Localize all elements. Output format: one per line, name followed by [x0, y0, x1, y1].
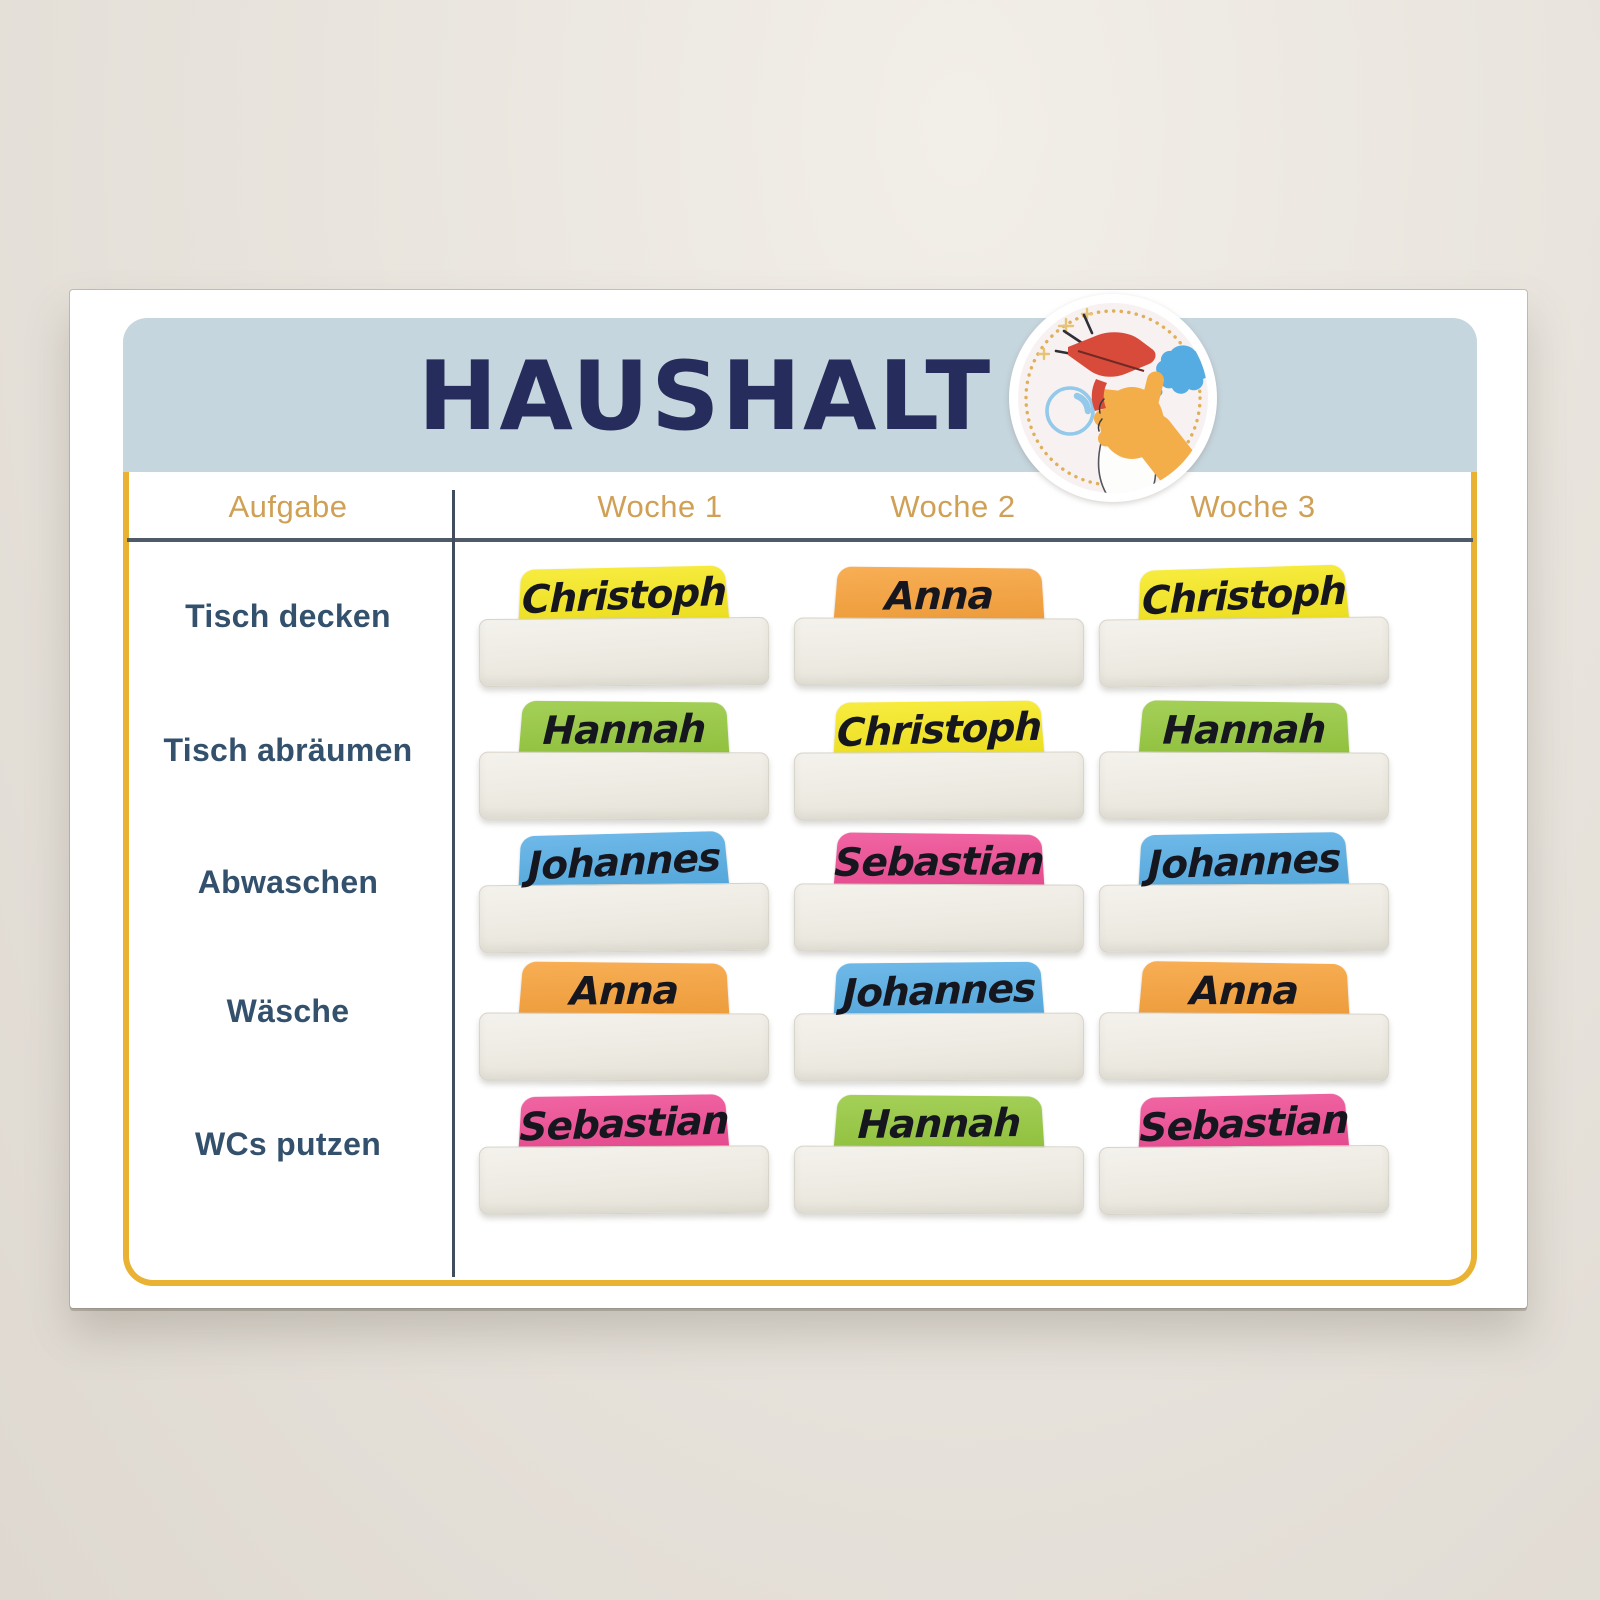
assignee-name: Anna — [1188, 968, 1300, 1015]
table-row — [123, 1090, 1477, 1224]
table-row — [123, 828, 1477, 962]
assignment-tab — [1099, 562, 1389, 692]
assignment-tab — [794, 828, 1084, 958]
assignment-tab — [794, 1090, 1084, 1220]
assignment-tab — [1099, 1090, 1389, 1220]
assignee-name: Johannes — [1147, 836, 1341, 889]
table-row — [123, 696, 1477, 830]
header-rule — [127, 538, 1473, 542]
assignment-tab — [1099, 957, 1389, 1087]
assignee-name: Christoph — [836, 704, 1042, 757]
header-band — [123, 318, 1477, 472]
assignment-tab — [1099, 828, 1389, 958]
assignee-name: Anna — [884, 573, 994, 620]
assignee-name: Hannah — [541, 706, 707, 755]
assignee-name: Sebastian — [519, 1098, 729, 1151]
assignee-name: Christoph — [1141, 568, 1347, 625]
chore-chart-card — [70, 290, 1527, 1308]
assignment-tab — [794, 957, 1084, 1087]
assignee-name: Johannes — [842, 966, 1036, 1017]
assignment-tab — [794, 562, 1084, 692]
assignee-name: Christoph — [521, 569, 727, 624]
page-title: HAUSHALT — [417, 342, 993, 452]
table-row — [123, 957, 1477, 1091]
assignee-name: Sebastian — [833, 839, 1045, 886]
assignment-tab — [479, 957, 769, 1087]
assignee-name: Hannah — [856, 1100, 1022, 1149]
task-label: Tisch abräumen — [163, 732, 413, 768]
assignment-tab — [1099, 696, 1389, 826]
task-label: WCs putzen — [194, 1126, 382, 1162]
assignment-tab — [479, 1090, 769, 1220]
assignment-tab — [794, 696, 1084, 826]
assignee-name: Hannah — [1161, 707, 1327, 754]
assignment-tab — [479, 562, 769, 692]
task-label: Wäsche — [226, 993, 350, 1029]
task-label: Abwaschen — [197, 864, 379, 900]
column-header-week2: Woche 2 — [890, 489, 1016, 524]
assignee-name: Anna — [569, 968, 679, 1015]
column-header-week3: Woche 3 — [1190, 489, 1316, 524]
column-header-week1: Woche 1 — [597, 489, 723, 524]
table-frame — [123, 472, 1477, 1286]
assignment-tab — [479, 696, 769, 826]
column-header-task: Aufgabe — [228, 489, 348, 524]
assignee-name: Johannes — [527, 835, 721, 890]
assignee-name: Sebastian — [1139, 1097, 1349, 1152]
assignment-tab — [479, 828, 769, 958]
task-label: Tisch decken — [185, 598, 391, 634]
table-row — [123, 562, 1477, 696]
